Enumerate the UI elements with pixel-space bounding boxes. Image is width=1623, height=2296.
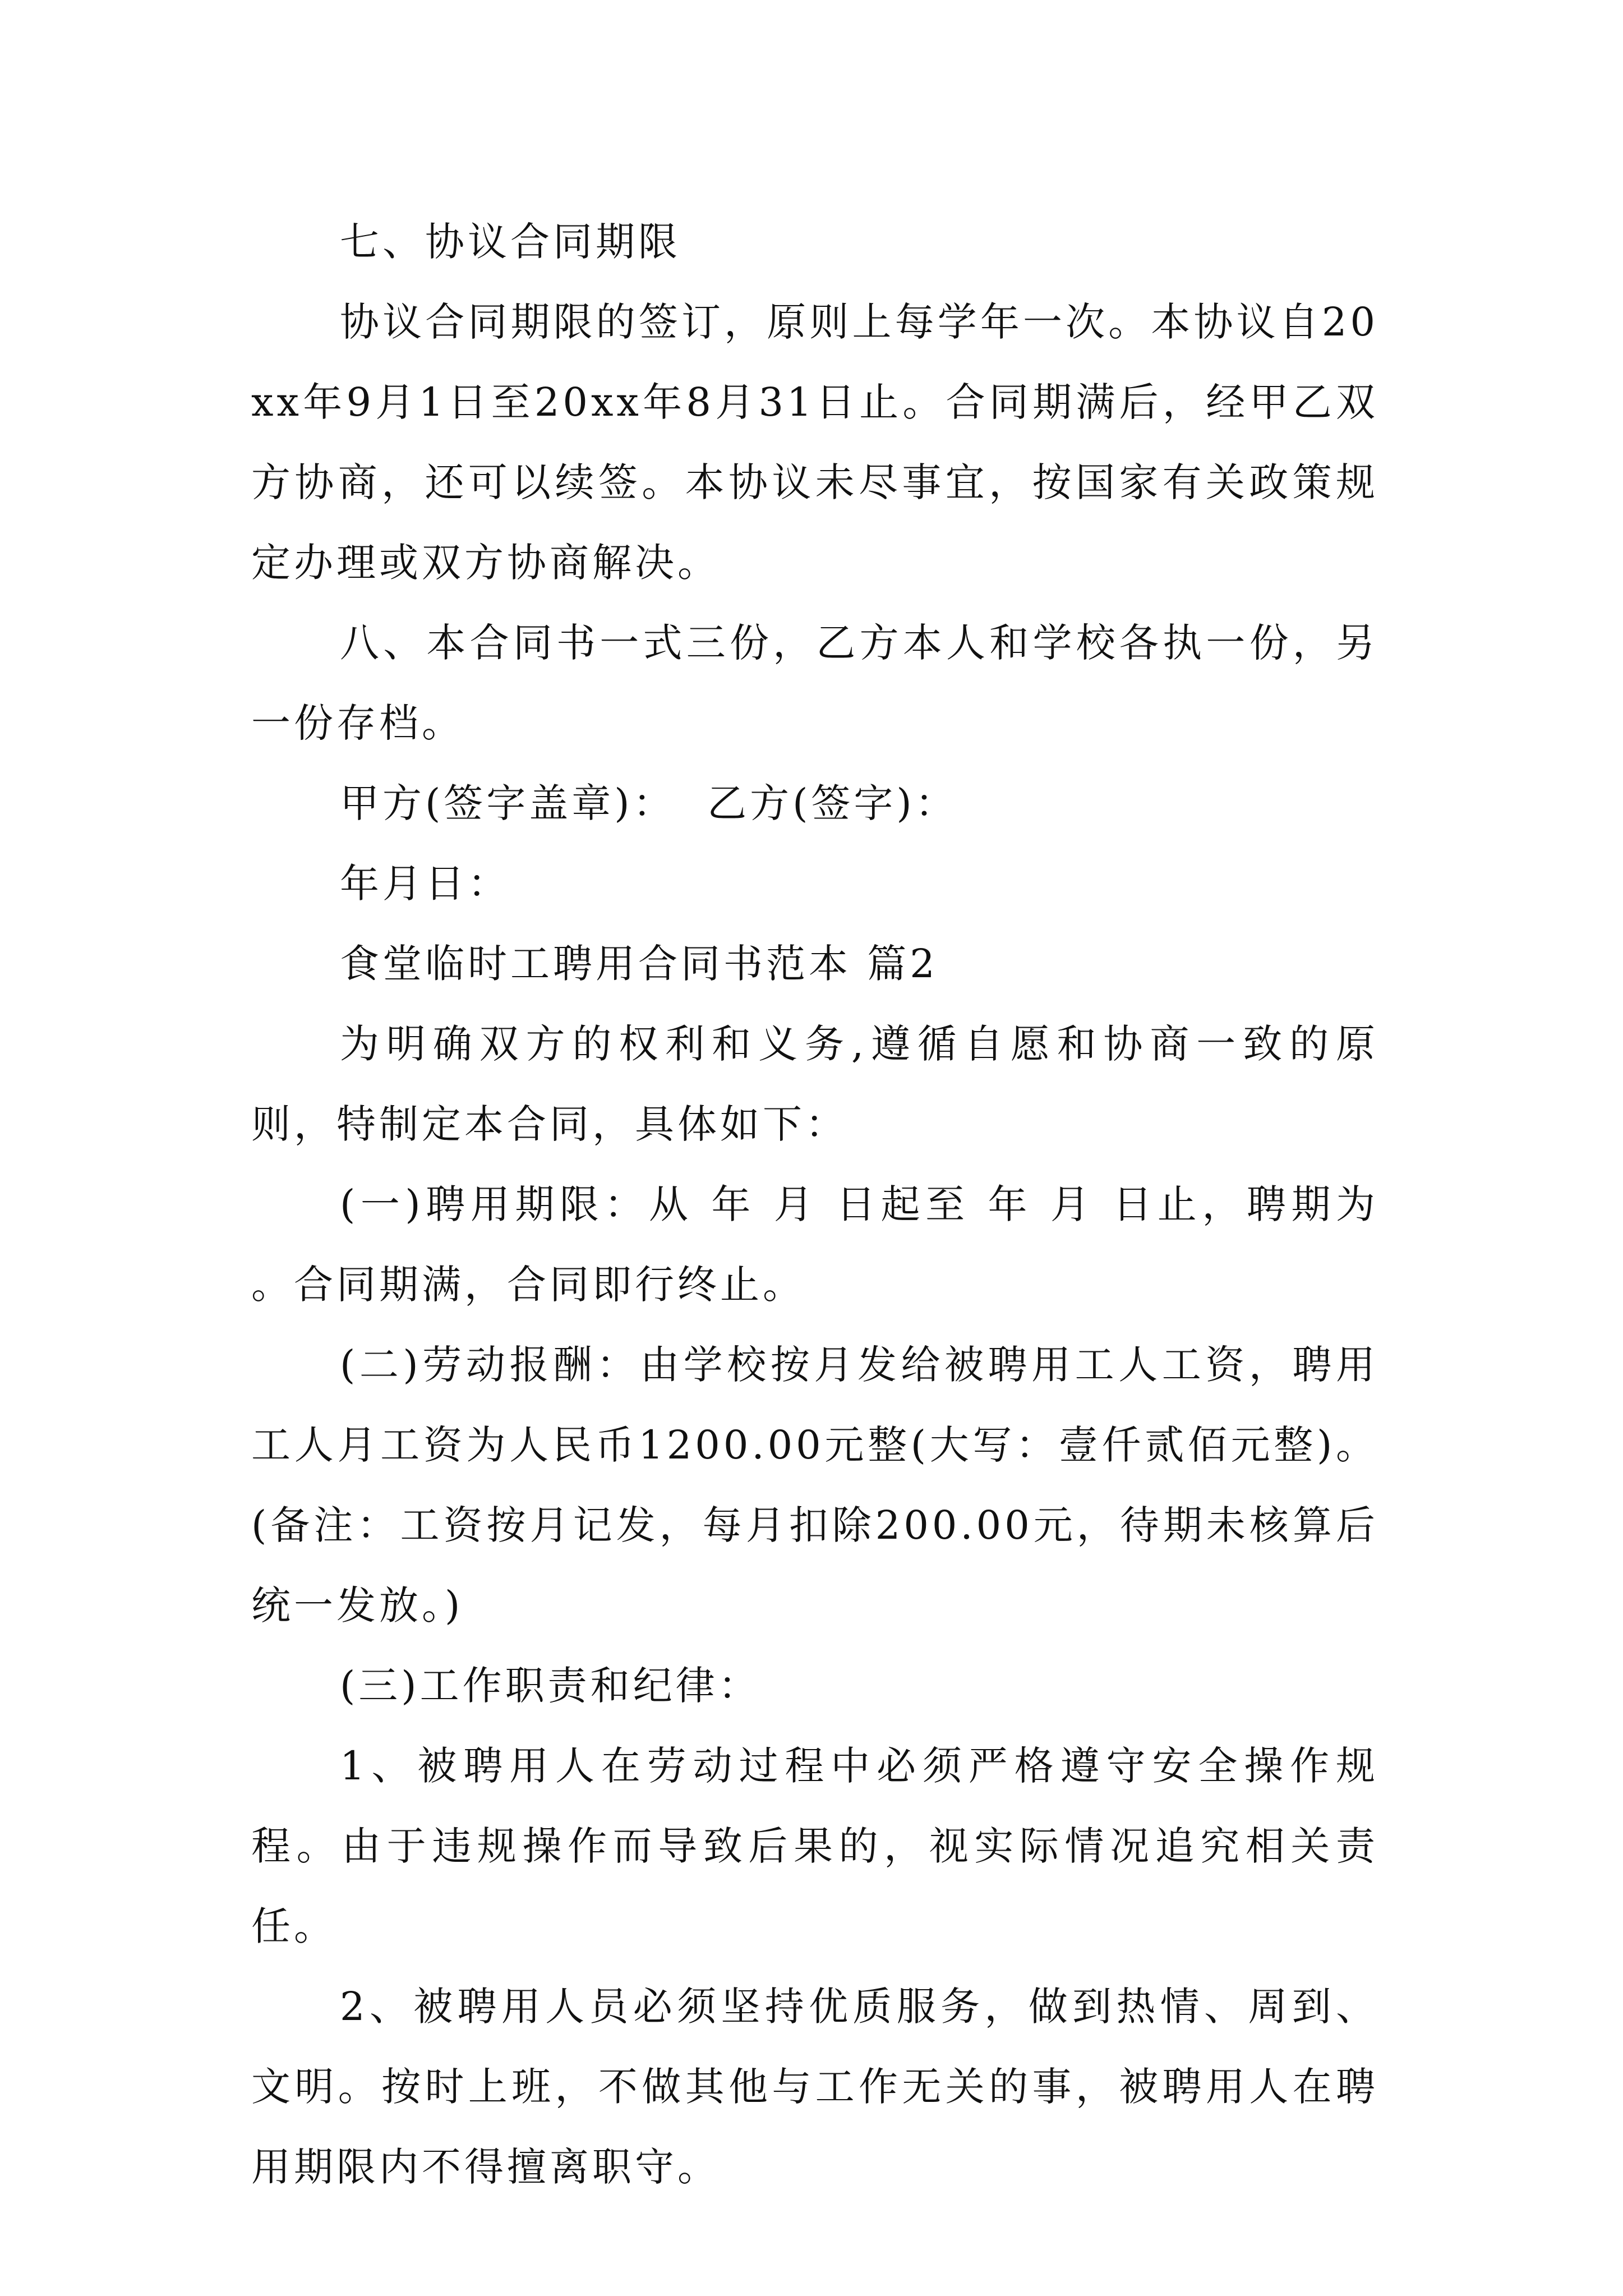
paragraph-preamble: 为明确双方的权利和义务,遵循自愿和协商一致的原则，特制定本合同，具体如下：	[251, 1021, 1378, 1147]
document-subtitle: 食堂临时工聘用合同书范本 篇2	[340, 941, 938, 987]
signature-line: 甲方(签字盖章)： 乙方(签字)：	[340, 780, 958, 826]
paragraph-copies: 八、本合同书一式三份，乙方本人和学校各执一份，另一份存档。	[251, 620, 1378, 746]
clause-remuneration: (二)劳动报酬：由学校按月发给被聘用工人工资，聘用工人月工资为人民币1200.00元整(大写：壹仟贰佰元整)。(备注：工资按月记发，每月扣除200.00元，待期未核算后统一发放。)	[251, 1342, 1378, 1628]
paragraph-term-details: 协议合同期限的签订，原则上每学年一次。本协议自20xx年9月1日至20xx年8月31日止。合同期满后，经甲乙双方协商，还可以续签。本协议未尽事宜，按国家有关政策规定办理或双方协商解决。	[251, 299, 1378, 586]
section-heading-term: 七、协议合同期限	[340, 219, 681, 265]
duty-item-1: 1、被聘用人在劳动过程中必须严格遵守安全操作规程。由于违规操作而导致后果的，视实际情况追究相关责任。	[251, 1743, 1378, 1949]
date-line: 年月日：	[340, 861, 510, 907]
clause-employment-period: (一)聘用期限：从 年 月 日起至 年 月 日止，聘期为 。合同期满，合同即行终止。	[251, 1181, 1395, 1308]
document-body	[251, 202, 1395, 2207]
duty-item-2: 2、被聘用人员必须坚持优质服务，做到热情、周到、文明。按时上班，不做其他与工作无关的事，被聘用人在聘用期限内不得擅离职守。	[251, 1984, 1378, 2190]
clause-duties-heading: (三)工作职责和纪律：	[340, 1663, 761, 1709]
